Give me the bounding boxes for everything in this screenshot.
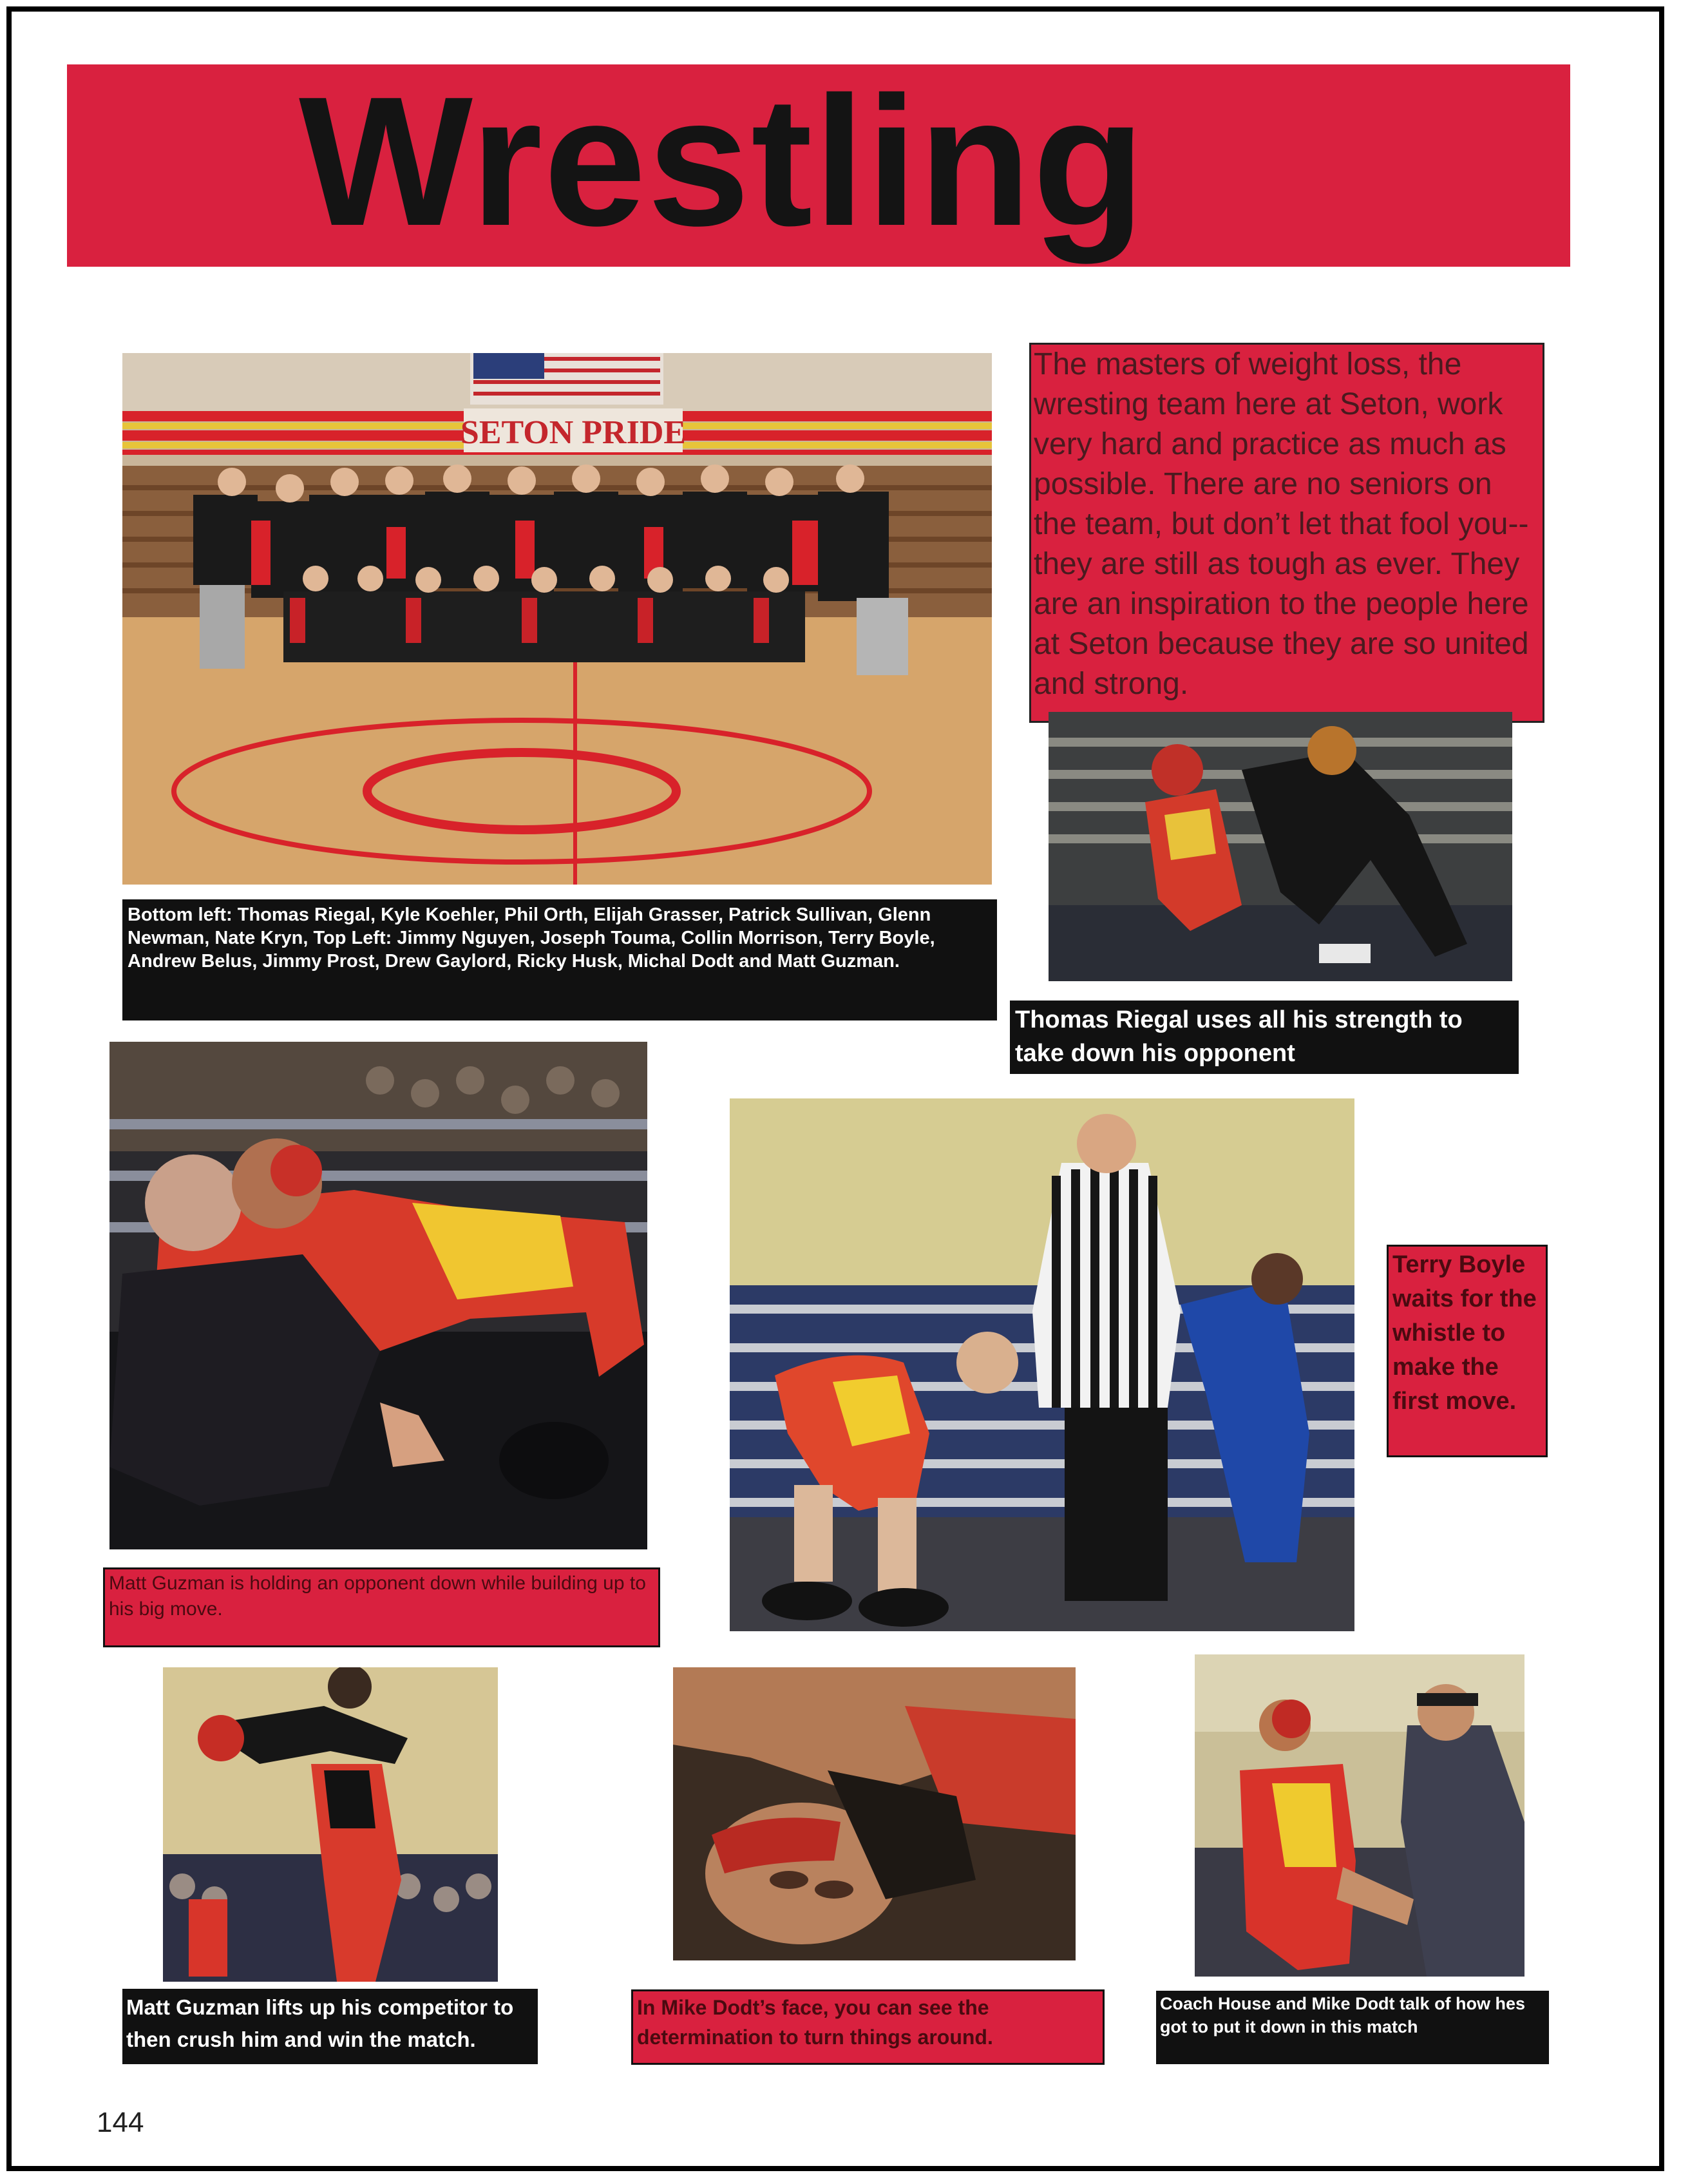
team-photo-caption (122, 899, 997, 1020)
title-banner (67, 58, 1570, 267)
takedown-photo (1049, 712, 1512, 981)
lift-photo (163, 1667, 498, 1982)
whistle-photo-caption-text: Terry Boyle waits for the whistle to make the first move. (1392, 1251, 1537, 1415)
whistle-photo-caption (1387, 1245, 1548, 1457)
intro-text-box (1029, 343, 1544, 723)
wall-sign-text: SETON PRIDE (460, 414, 687, 451)
coach-photo-caption-text: Coach House and Mike Dodt talk of how hes got to put it down in this match (1160, 1994, 1526, 2036)
lift-photo-caption (122, 1989, 538, 2064)
takedown-photo-image (1049, 712, 1512, 981)
team-photo-caption-text: Bottom left: Thomas Riegal, Kyle Koehler, Phil Orth, Elijah Grasser, Patrick Sullivan, Glenn Newman, Nate Kryn, Top Left: Jimmy Nguyen, Joseph Touma, Collin Morrison, Terry Boyle, Andrew Belus, Jimmy Prost, Drew Gaylord, Ricky Husk, Michal Dodt and Matt Guzman. (128, 905, 935, 972)
page-number: 144 (97, 2107, 144, 2138)
hold-down-photo (109, 1042, 647, 1549)
team-photo-image (122, 353, 992, 885)
whistle-photo-image (730, 1098, 1354, 1631)
coach-photo (1195, 1654, 1524, 1977)
face-photo-caption (631, 1989, 1105, 2065)
intro-text: The masters of weight loss, the wresting team here at Seton, work very hard and practice as much as possible. There are no seniors on the team, but don’t let that fool you--they are still as tough as ever. They are an inspiration to the people here at Seton because they are so united and strong. (1034, 347, 1529, 701)
coach-photo-image (1195, 1654, 1524, 1977)
face-photo-image (673, 1667, 1076, 1960)
hold-down-photo-caption-text: Matt Guzman is holding an opponent down while building up to his big move. (109, 1573, 646, 1620)
page-title: Wrestling (299, 58, 1146, 264)
takedown-photo-caption-text: Thomas Riegal uses all his strength to take down his opponent (1015, 1006, 1463, 1067)
face-photo-caption-text: In Mike Dodt’s face, you can see the determination to turn things around. (637, 1996, 993, 2049)
takedown-photo-caption (1010, 1001, 1519, 1074)
hold-down-photo-image (109, 1042, 647, 1549)
hold-down-photo-caption (103, 1567, 660, 1647)
team-photo (122, 353, 992, 885)
face-photo (673, 1667, 1076, 1960)
coach-photo-caption (1156, 1991, 1549, 2064)
lift-photo-image (163, 1667, 498, 1982)
lift-photo-caption-text: Matt Guzman lifts up his competitor to then crush him and win the match. (126, 1995, 514, 2051)
whistle-photo (730, 1098, 1354, 1631)
